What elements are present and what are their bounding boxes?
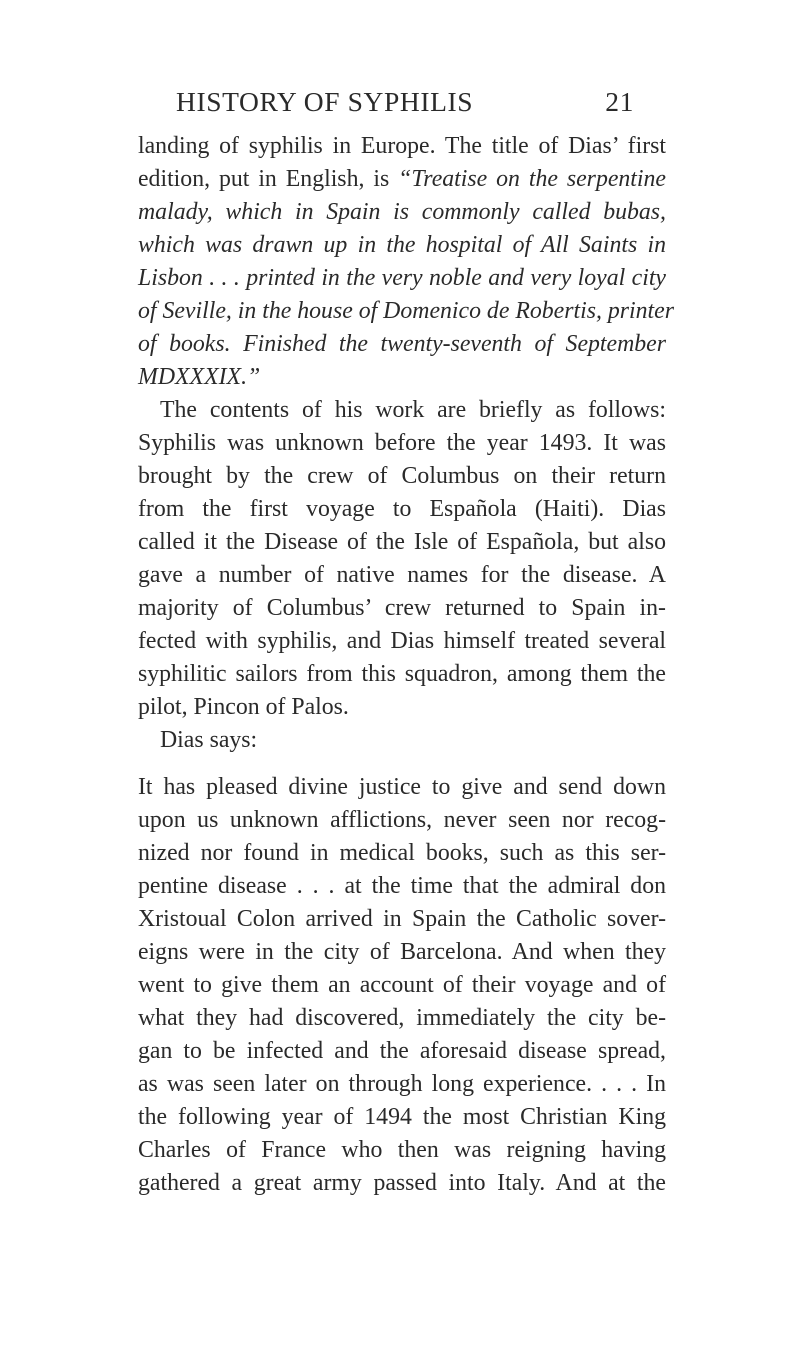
text-line: Charles of France who then was reigning having <box>138 1137 666 1163</box>
block-quotation <box>138 771 666 1200</box>
book-title-italic: which was drawn up in the hospital of All Saints in <box>138 232 666 258</box>
text-line: The contents of his work are briefly as follows: <box>160 397 666 423</box>
text-line: nized nor found in medical books, such as this ser- <box>138 840 666 866</box>
running-head <box>0 86 800 126</box>
text-line: pentine disease . . . at the time that the admiral don <box>138 873 666 899</box>
text-line: pilot, Pincon of Palos. <box>138 694 349 720</box>
paragraph <box>138 724 666 757</box>
text-line <box>138 163 666 196</box>
text-run: edition, put in English, is <box>138 166 399 192</box>
text-line: went to give them an account of their voyage and of <box>138 972 666 998</box>
text-line: gan to be infected and the aforesaid disease spread, <box>138 1038 666 1064</box>
paragraph <box>138 394 666 724</box>
text-line: eigns were in the city of Barcelona. And when they <box>138 939 666 965</box>
book-title-italic: malady, which in Spain is commonly called bubas, <box>138 199 666 225</box>
text-line: the following year of 1494 the most Christian King <box>138 1104 666 1130</box>
book-title-italic: Lisbon . . . printed in the very noble and very loyal city <box>138 265 666 291</box>
text-line: as was seen later on through long experience. . . . In <box>138 1071 666 1097</box>
text-line: gathered a great army passed into Italy. And at the <box>138 1170 666 1196</box>
running-title: HISTORY OF SYPHILIS <box>176 86 474 117</box>
text-line: majority of Columbus’ crew returned to Spain in- <box>138 595 666 621</box>
text-line: brought by the crew of Columbus on their return <box>138 463 666 489</box>
text-line: syphilitic sailors from this squadron, among them the <box>138 661 666 687</box>
text-line: Dias says: <box>160 727 258 753</box>
text-line: upon us unknown afflictions, never seen nor recog- <box>138 807 666 833</box>
book-title-italic: MDXXXIX.” <box>138 364 261 390</box>
book-title-italic: of Seville, in the house of Domenico de Robertis, printer <box>138 298 674 324</box>
body-text <box>138 130 674 1200</box>
text-line: landing of syphilis in Europe. The title of Dias’ first <box>138 133 666 159</box>
text-line: Xristoual Colon arrived in Spain the Catholic sover- <box>138 906 666 932</box>
page-number: 21 <box>605 86 634 117</box>
text-line: from the first voyage to Española (Haiti). Dias <box>138 496 666 522</box>
text-line: Syphilis was unknown before the year 1493. It was <box>138 430 666 456</box>
text-line: gave a number of native names for the disease. A <box>138 562 666 588</box>
text-line: It has pleased divine justice to give and send down <box>138 774 666 800</box>
book-title-italic: “Treatise on the serpentine <box>398 166 666 192</box>
paragraph <box>138 130 674 394</box>
text-line: what they had discovered, immediately the city be- <box>138 1005 666 1031</box>
book-title-italic: of books. Finished the twenty-seventh of September <box>138 331 666 357</box>
text-line: fected with syphilis, and Dias himself treated several <box>138 628 666 654</box>
text-line: called it the Disease of the Isle of Española, but also <box>138 529 666 555</box>
